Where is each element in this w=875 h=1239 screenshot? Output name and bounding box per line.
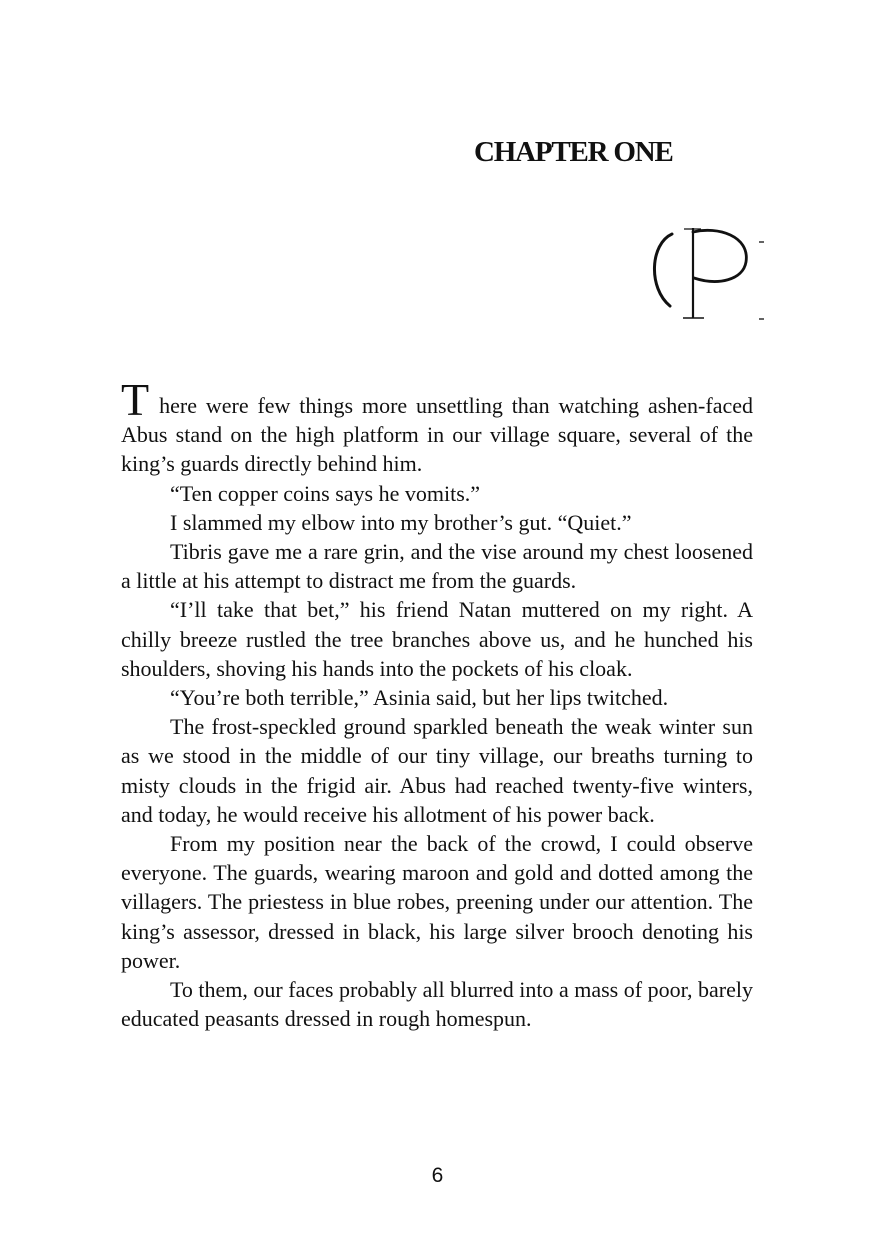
paragraph: From my position near the back of the crowd, I could observe everyone. The guards, wearing maroon and gold and dotted among the villagers. The priestess in blue robes, preening under our attention. The king’s assessor, dressed in black, his large silver brooch denoting his power. bbox=[121, 831, 753, 973]
paragraph: Tibris gave me a rare grin, and the vise around my chest loosened a little at his attempt to distract me from the guards. bbox=[121, 539, 753, 594]
paragraph: “I’ll take that bet,” his friend Natan muttered on my right. A chilly breeze rustled the tree branches above us, and he hunched his shoulders, shoving his hands into the pockets of his cloak. bbox=[121, 597, 753, 681]
drop-cap: T bbox=[121, 374, 150, 425]
scroll-ornament-icon bbox=[646, 222, 768, 324]
paragraph: “You’re both terrible,” Asinia said, but her lips twitched. bbox=[170, 685, 669, 711]
paragraph: I slammed my elbow into my brother’s gut. “Quiet.” bbox=[170, 509, 632, 535]
chapter-title: CHAPTER ONE bbox=[474, 136, 673, 168]
chapter-body bbox=[121, 374, 753, 1033]
paragraph: To them, our faces probably all blurred into a mass of poor, barely educated peasants dressed in rough homespun. bbox=[121, 977, 753, 1032]
first-paragraph bbox=[121, 374, 753, 479]
paragraph: The frost-speckled ground sparkled beneath the weak winter sun as we stood in the middle of our tiny village, our breaths turning to misty clouds in the frigid air. Abus had reached twenty-five winters, and today, he would receive his allotment of his power back. bbox=[121, 714, 753, 827]
first-paragraph-text: here were few things more unsettling than watching ashen-faced Abus stand on the high platform in our village square, several of the king’s guards directly behind him. bbox=[121, 393, 753, 477]
paragraph: “Ten copper coins says he vomits.” bbox=[170, 480, 481, 506]
page-number: 6 bbox=[431, 1164, 444, 1187]
